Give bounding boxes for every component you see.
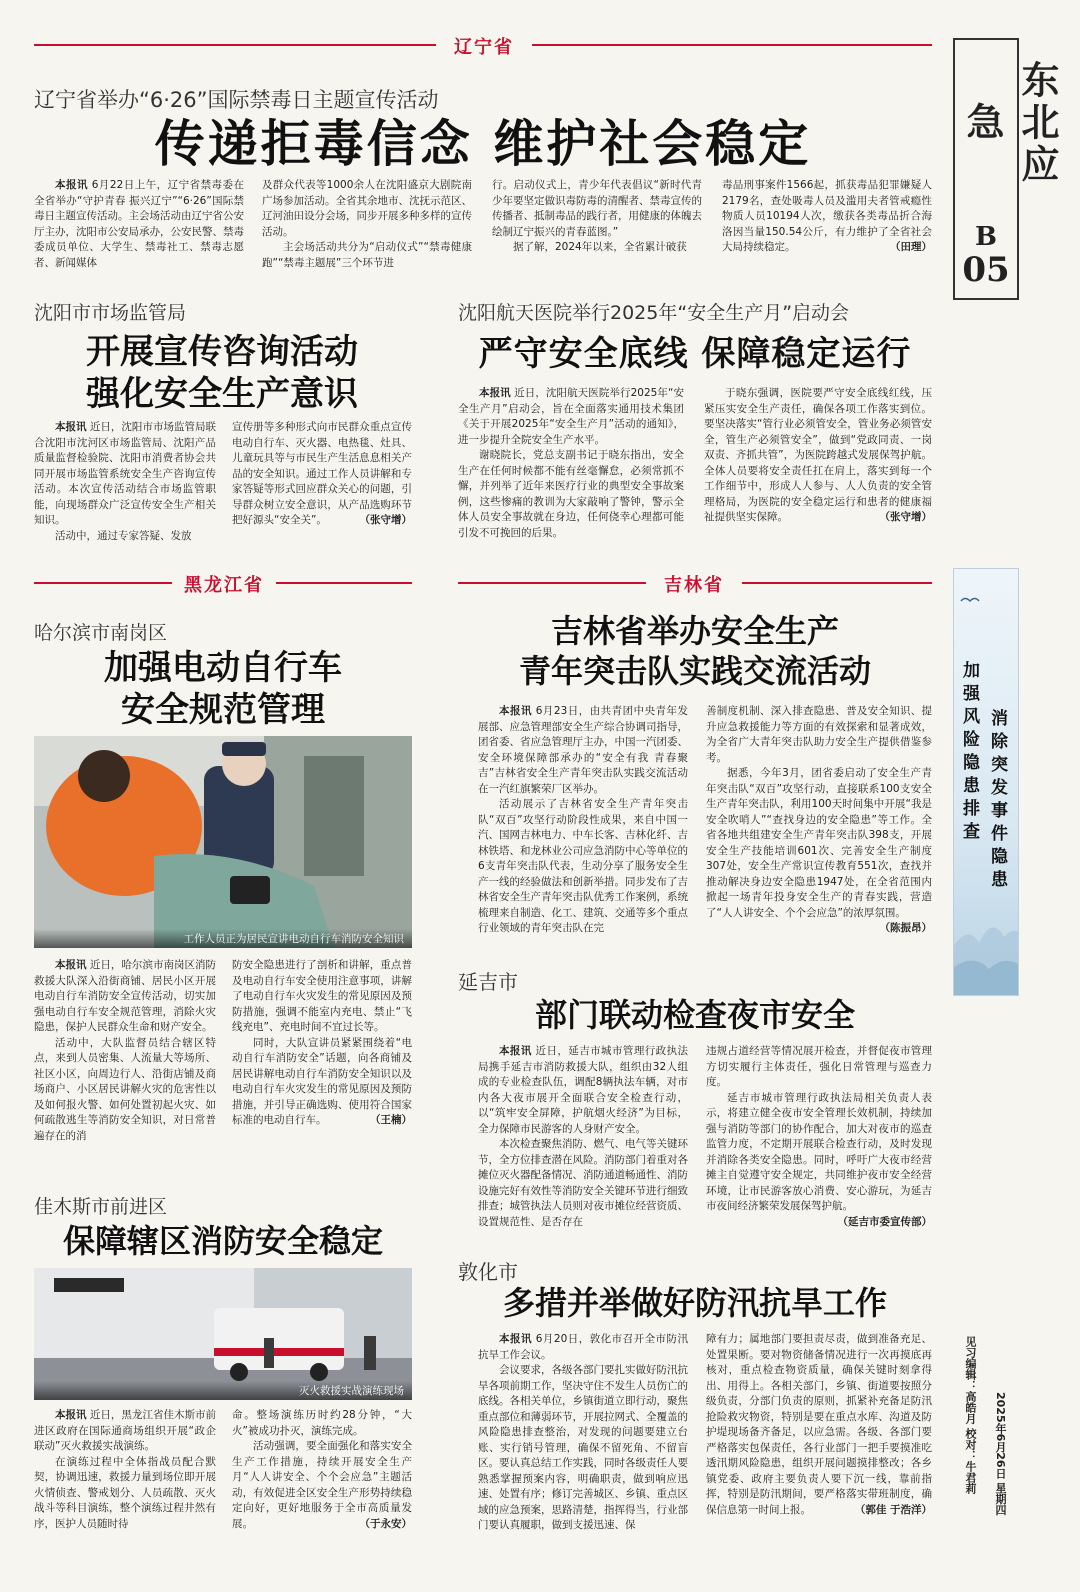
a6-col-1: 本报讯 6月23日，由共青团中央青年发展部、应急管理部安全生产综合协调司指导，团省委、省应急管理厅主办，中国一汽团委、安全环境保障部承办的“安全有我 青春聚吉”吉林省安全生产青年突击队实践交流活动在一汽红旗繁荣厂区举办。 活动展示了吉林省安全生产青年突击队“双百”攻坚行动阶段性成果，来自中国一汽、国网吉林电力、中车长客、吉林化纤、吉林铁塔、和龙林业公司应急消防中心等单位的6支青年突击队代表，生动分享了服务安全生产一线的经验做法和创新举措。同步发布了吉林省安全生产青年突击队优秀工作案例，系统梳理来自制造、化工、建筑、交通等多个重点行业领域的青年突击队在完 <box>478 705 688 934</box>
a6-headline-2: 青年突击队实践交流活动 <box>518 652 871 690</box>
a8-col-1: 本报讯 6月20日，敦化市召开全市防汛抗旱工作会议。 会议要求，各级各部门要扎实做好防汛抗旱各项前期工作，坚决守住不发生人员伤亡的底线。各相关单位，乡镇街道立即行动，聚焦重点部位和薄弱环节，开展拉网式、全覆盖的风险隐患排查整治，对发现的问题要建立台账、实行销号管理，确保不留死角、不留盲区。要认真总结工作实践，同时各级责任人要熟悉掌握预案内容，明确职责，做到响应迅速、处置有序；修订完善城区、乡镇、重点区域的应急预案，思路清楚，指挥得当，行业部门要认真履职，做到支援迅速、保 <box>478 1333 688 1531</box>
a4-col-1: 本报讯 近日，哈尔滨市南岗区消防救援大队深入沿街商铺、居民小区开展电动自行车消防安全宣传活动，切实加强电动自行车安全规范管理，消除火灾隐患，保护人民群众生命和财产安全。 活动中，大队监督员结合辖区特点，来到人员密集、人流量大等场所、社区小区，向周边行人、沿街店铺及商场商户、小区居民讲解火灾的危害性以及如何报火警、如何处置初起火灾、如何疏散逃生等消防安全知识，对日常普遍存在的消 <box>34 959 216 1142</box>
a6-headline-1: 吉林省举办安全生产 <box>550 612 839 650</box>
a3-col-1: 本报讯 近日，沈阳航天医院举行2025年“安全生产月”启动会，旨在全面落实通用技术集团《关于开展2025年“安全生产月”活动的通知》，进一步提升全院安全生产水平。 谢晓院长，党总支副书记于晓东指出，安全生产在任何时候都不能有丝毫懈怠，必须常抓不懈，并列举了近年来医疗行业的典型安全事故案例，这些惨痛的教训为大家敲响了警钟，警示全体人员安全事故就在身边，任何侥幸心理都可能引发不可挽回的后果。 <box>458 387 684 539</box>
a2-kicker: 沈阳市市场监管局 <box>34 302 187 324</box>
masthead-page: 05 <box>962 250 1010 290</box>
mountain-illustration <box>954 875 1019 995</box>
masthead-section: B <box>975 222 997 252</box>
a2-headline-1: 开展宣传咨询活动 <box>86 332 358 372</box>
a8-headline: 多措并举做好防汛抗旱工作 <box>502 1284 887 1322</box>
section-label-liaoning: 辽宁省 <box>436 33 532 59</box>
a1-col-3: 行。启动仪式上，青少年代表倡议“新时代青少年要坚定做识毒防毒的清醒者、禁毒宣传的传播者、抵制毒品的践行者，用健康的体魄去绘制辽宁振兴的青春蓝图。” 据了解，2024年以来，全省累计破获 <box>492 179 702 253</box>
a4-photo <box>34 736 412 948</box>
a5-kicker: 佳木斯市前进区 <box>34 1196 168 1218</box>
a1-headline: 传递拒毒信念 维护社会稳定 <box>154 114 812 173</box>
a4-kicker: 哈尔滨市南岗区 <box>34 622 168 644</box>
a2-col-2: 宣传册等多种形式向市民群众重点宣传电动自行车、灭火器、电热毯、灶具、儿童玩具等与市民生产生活息息相关产品的安全知识。通过工作人员讲解和专家答疑等形式回应群众关心的问题，引导群众树立安全意识，从产品选购环节把好源头“安全关”。 （张守增） <box>232 421 412 526</box>
a8-col-2: 障有力；属地部门要担责尽责，做到准备充足、处置果断。要对物资储备情况进行一次再摸底再核对，重点检查物资质量，确保关键时刻拿得出、用得上。各相关部门，乡镇、街道要按照分级负责，分部门负责的原则，抓紧补充备足防汛抢险救灾物资，特别是要在重点水库、沟道及防护堤现场备齐备足，以应急需。各级、各部门要严格落实包保责任，各行业部门一把手要摸准吃透汛期风险隐患，组织开展问题摸排整改；各乡镇党委、政府主要负责人要下沉一线，靠前指挥，特别是防汛期间，要严格落实带班制度，确保信息第一时间上报。 （郭佳 于浩洋） <box>706 1333 932 1516</box>
issue-date: 2025年6月26日 星期四 <box>994 1392 1007 1516</box>
a1-col-4: 毒品刑事案件1566起，抓获毒品犯罪嫌疑人2179名，查处吸毒人员及滥用夫者管戒瘾性物质人员10194人次，缴获各类毒品折合海洛因当量150.54公斤，有力维护了全省社会大局持续稳定。 （田理） <box>722 179 932 253</box>
a7-kicker: 延吉市 <box>458 970 518 994</box>
slogan-line-1: 消除突发事件隐患 <box>987 709 1007 893</box>
a8-kicker: 敦化市 <box>458 1260 518 1284</box>
a4-headline-1: 加强电动自行车 <box>104 648 342 688</box>
a4-col-2: 防安全隐患进行了剖析和讲解，重点普及电动自行车安全使用注意事项，讲解了电动自行车火灾发生的常见原因及预防措施，强调不能室内充电、禁止“飞线充电”、充电时间不宜过长等。 同时，大队宣讲员紧紧围绕着“电动自行车消防安全”话题，向各商铺及居民讲解电动自行车消防安全知识以及电动自行车火灾发生的常见原因及预防措施，并引导正确选购、使用符合国家标准的电动自行车。 （王楠） <box>232 959 412 1126</box>
a3-col-2: 于晓东强调，医院要严守安全底线红线，压紧压实安全生产责任，确保各项工作落实到位。要坚决落实“管行业必须管安全，管业务必须管安全，管生产必须管安全”，做到“党政同责、一岗双责、齐抓共管”，为医院跨越式发展保驾护航。全体人员要将安全责任扛在肩上，落实到每一个工作细节中，形成人人参与、人人负责的安全管理格局，为医院的安全稳定运行和患者的健康福祉提供坚实保障。 （张守增） <box>704 387 932 523</box>
a2-col-1: 本报讯 近日，沈阳市市场监管局联合沈阳市沈河区市场监管局、沈阳产品质量监督检验院、沈阳市消费者协会共同开展市场监管系统安全生产咨询宣传活动。本次宣传活动结合市场监管职能，向现场群众广泛宣传安全生产相关知识。 活动中，通过专家答疑、发放 <box>34 421 216 542</box>
slogan-banner <box>953 568 1019 996</box>
a5-col-1: 本报讯 近日，黑龙江省佳木斯市前进区政府在国际通商场组织开展“政企联动”灭火救援实战演练。 在演练过程中全体指战员配合默契，协调迅速，救援力量到场位即开展火情侦查、警戒划分、人员疏散、灭火战斗等科目演练，整个演练过程井然有序，医护人员随时待 <box>34 1409 216 1530</box>
a6-col-2: 善制度机制、深入排查隐患、普及安全知识、提升应急救援能力等方面的有效探索和显著成效，为全省广大青年突击队助力安全生产提供借鉴参考。 据悉，今年3月，团省委启动了安全生产青年突击队“双百”攻坚行动，直接联系100支安全生产青年突击队，利用100天时间集中开展“我是安全吹哨人”“查找身边的安全隐患”等工作。全省各地共组建安全生产青年突击队398支，开展安全生产技能培训601次、完善安全生产制度307处，安全生产常识宣传教育551次，查找并推动解决身边安全隐患1947处，在全省范围内掀起一场青年投身安全生产的青春实践，营造了“人人讲安全、个个会应急”的浓厚氛围。 （陈振昂） <box>706 705 932 934</box>
a3-headline: 严守安全底线 保障稳定运行 <box>478 334 912 374</box>
a4-caption: 工作人员正为居民宣讲电动自行车消防安全知识 <box>34 929 412 948</box>
a7-headline: 部门联动检查夜市安全 <box>534 996 855 1034</box>
a5-headline: 保障辖区消防安全稳定 <box>62 1222 383 1260</box>
section-label-heilongjiang: 黑龙江省 <box>172 571 276 597</box>
masthead-name: 东北应急 <box>960 60 1060 186</box>
a7-col-1: 本报讯 近日，延吉市城市管理行政执法局携手延吉市消防救援大队，组织由32人组成的专业检查队伍，调配8辆执法车辆，对市内各大夜市展开全面联合安全检查行动，以“筑牢安全屏障，护航烟火经济”为目标，全力保障市民游客的人身财产安全。 本次检查聚焦消防、燃气、电气等关键环节，全方位排查潜在风险。消防部门着重对各摊位灭火器配备情况、消防通道畅通性、消防设施完好有效性等消防安全关键环节进行细致排查；城管执法人员则对夜市摊位经营资质、设置规范性、是否存在 <box>478 1045 688 1228</box>
ebike-safety-photo <box>34 736 412 948</box>
a1-col-1: 本报讯 6月22日上午，辽宁省禁毒委在全省举办“守护青春 振兴辽宁”“6·26”国际禁毒日主题宣传活动。主会场活动由辽宁省公安厅主办，沈阳市公安局承办，公安民警、禁毒委成员单位、大学生、禁毒社工、禁毒志愿者、新闻媒体 <box>34 179 244 269</box>
a1-kicker: 辽宁省举办“6·26”国际禁毒日主题宣传活动 <box>34 88 439 112</box>
a5-col-2: 命。整场演练历时约28分钟，“大火”被成功扑灭，演练完成。 活动强调，要全面强化和落实安全生产工作措施，持续开展安全生产月“人人讲安全、个个会应急”主题活动，有效促进全区安全生产形势持续稳定向好，更好地服务于全市高质量发展。 （于永安） <box>232 1409 412 1530</box>
editor-credits: 见习编辑：高皓月 校对：牛君莉 <box>964 1336 977 1494</box>
masthead <box>953 38 1060 300</box>
section-label-jilin: 吉林省 <box>646 571 742 597</box>
a4-headline-2: 安全规范管理 <box>121 690 325 730</box>
a5-caption: 灭火救援实战演练现场 <box>34 1381 412 1400</box>
a7-col-2: 违规占道经营等情况展开检查，并督促夜市管理方切实履行主体责任，强化日常管理与巡查力度。 延吉市城市管理行政执法局相关负责人表示，将建立健全夜市安全管理长效机制，持续加强与消防等部门的协作配合，加大对夜市的巡查监管力度，不定期开展联合检查行动，及时发现并消除各类安全隐患。同时，呼吁广大夜市经营摊主自觉遵守安全规定，共同维护夜市安全经营环境，让市民游客放心消费、安心游玩，为延吉市夜间经济繁荣发展保驾护航。 （延吉市委宣传部） <box>706 1045 932 1228</box>
bird-icon <box>960 595 980 605</box>
a2-headline-2: 强化安全生产意识 <box>86 374 358 414</box>
a1-col-2: 及群众代表等1000余人在沈阳盛京大剧院南广场参加活动。全省其余地市、沈抚示范区、辽河油田设分会场，同步开展多种多样的宣传活动。 主会场活动共分为“启动仪式”“禁毒健康跑”“禁毒主题展”三个环节进 <box>262 179 472 269</box>
slogan-line-2: 加强风险隐患排查 <box>959 661 979 845</box>
a3-kicker: 沈阳航天医院举行2025年“安全生产月”启动会 <box>458 302 850 324</box>
a5-photo <box>34 1268 412 1400</box>
